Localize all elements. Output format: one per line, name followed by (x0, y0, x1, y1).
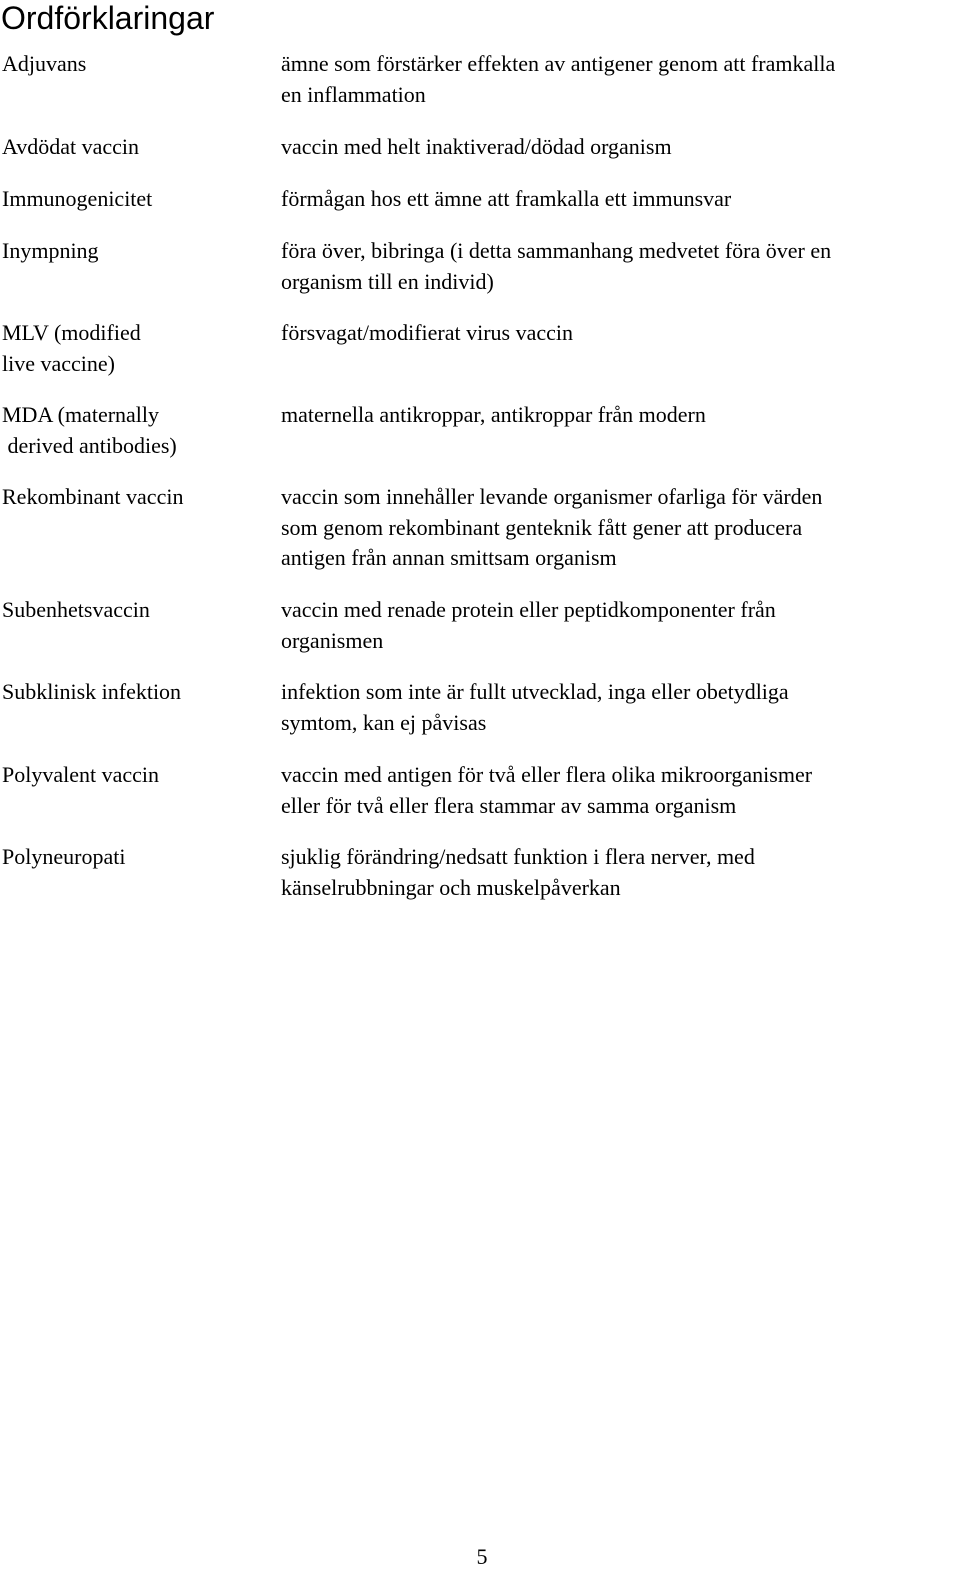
glossary-definition: infektion som inte är fullt utvecklad, inga eller obetydliga symtom, kan ej påvisas (281, 679, 789, 735)
glossary-definition: vaccin med renade protein eller peptidkomponenter från organismen (281, 597, 776, 653)
glossary-definition: föra över, bibringa (i detta sammanhang medvetet föra över en organism till en individ) (281, 238, 832, 294)
glossary-term: MDA (maternally derived antibodies) (2, 402, 177, 458)
glossary-definition: sjuklig förändring/nedsatt funktion i flera nerver, med känselrubbningar och muskelpåverkan (281, 844, 755, 900)
glossary-term: Adjuvans (2, 51, 87, 76)
glossary-term: Subenhetsvaccin (2, 597, 150, 622)
glossary-term: Polyneuropati (2, 844, 126, 869)
glossary-term: Rekombinant vaccin (2, 484, 184, 509)
glossary-term: Inympning (2, 238, 99, 263)
page-title: Ordförklaringar (1, 0, 215, 36)
glossary-term: Avdödat vaccin (2, 134, 140, 159)
glossary-term: Immunogenicitet (2, 186, 153, 211)
glossary-term: Polyvalent vaccin (2, 762, 160, 787)
glossary-term: Subklinisk infektion (2, 679, 182, 704)
glossary-definition: försvagat/modifierat virus vaccin (281, 320, 574, 345)
glossary-definition: vaccin som innehåller levande organismer ofarliga för värden som genom rekombinant genteknik fått gener att producera antigen från annan smittsam organism (281, 484, 823, 570)
glossary-definition: maternella antikroppar, antikroppar från modern (281, 402, 706, 427)
glossary-definition: vaccin med helt inaktiverad/dödad organism (281, 134, 672, 159)
glossary-definition: vaccin med antigen för två eller flera olika mikroorganismer eller för två eller flera stammar av samma organism (281, 762, 813, 818)
glossary-term: MLV (modified live vaccine) (2, 320, 141, 376)
page-number: 5 (476, 1544, 488, 1569)
glossary-definition: förmågan hos ett ämne att framkalla ett immunsvar (281, 186, 732, 211)
glossary-definition: ämne som förstärker effekten av antigener genom att framkalla en inflammation (281, 51, 836, 107)
